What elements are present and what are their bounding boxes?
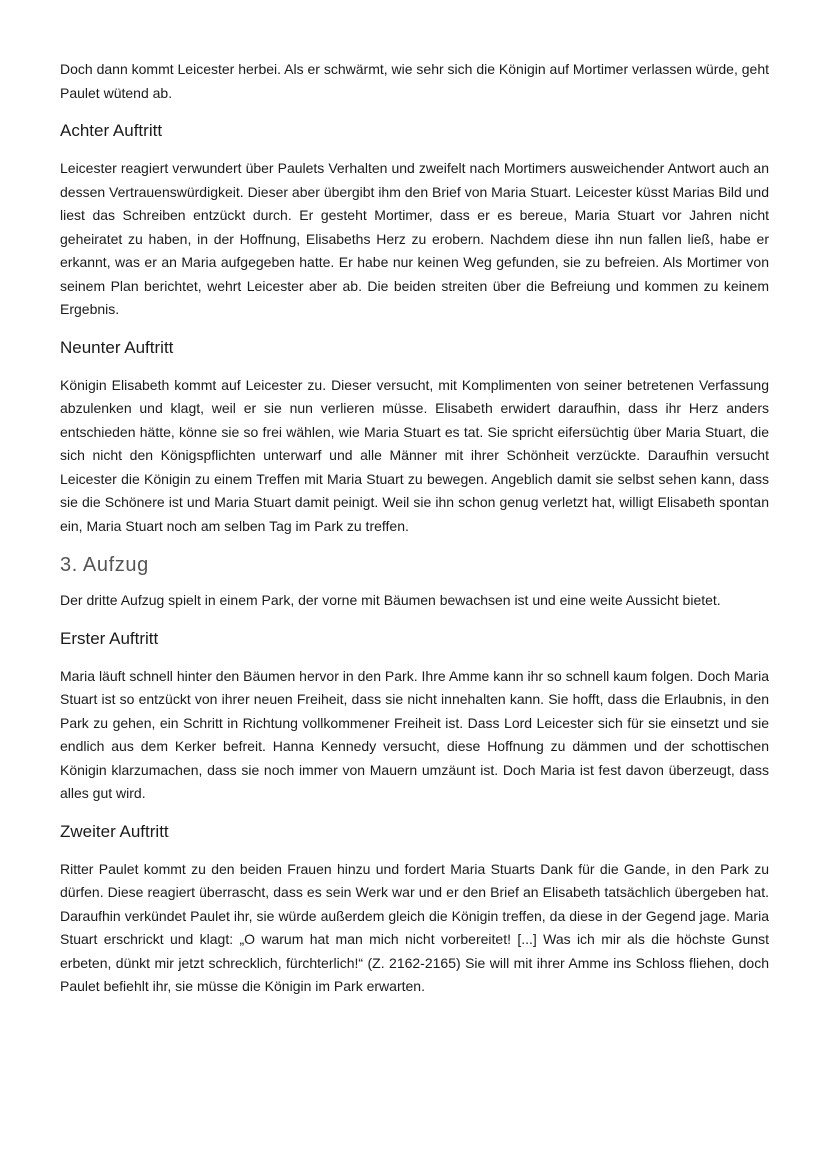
paragraph-neunter-auftritt: Königin Elisabeth kommt auf Leicester zu. Dieser versucht, mit Komplimenten von seiner betretenen Verfassung abzulenken und klagt, weil er sie nun verlieren müsse. Elisabeth erwidert daraufhin, dass ihr Herz anders entschieden hätte, könne sie so frei wählen, wie Maria Stuart es tat. Sie spricht eifersüchtig über Maria Stuart, die sich nicht den Königspflichten unterwarf und alle Männer mit ihrer Schönheit verzückte. Daraufhin versucht Leicester die Königin zu einem Treffen mit Maria Stuart zu bewegen. Angeblich damit sie selbst sehen kann, dass sie die Schönere ist und Maria Stuart damit peinigt. Weil sie ihn schon genug verletzt hat, willigt Elisabeth spontan ein, Maria Stuart noch am selben Tag im Park zu treffen. [60,376,769,534]
paragraph-achter-auftritt: Leicester reagiert verwundert über Paulets Verhalten und zweifelt nach Mortimers ausweichender Antwort auch an dessen Vertrauenswürdigkeit. Dieser aber übergibt ihm den Brief von Maria Stuart. Leicester küsst Marias Bild und liest das Schreiben entzückt durch. Er gesteht Mortimer, dass er es bereue, Maria Stuart vor Jahren nicht geheiratet zu haben, in der Hoffnung, Elisabeths Herz zu erobern. Nachdem diese ihn nun fallen ließ, habe er erkannt, was er an Maria aufgegeben hatte. Er habe nur keinen Weg gefunden, sie zu befreien. Als Mortimer von seinem Plan berichtet, wehrt Leicester aber ab. Die beiden streiten über die Befreiung und kommen zu keinem Ergebnis. [60,160,769,317]
heading-erster-auftritt: Erster Auftritt [60,628,159,648]
paragraph-zweiter-auftritt: Ritter Paulet kommt zu den beiden Frauen hinzu und fordert Maria Stuarts Dank für die Gande, in den Park zu dürfen. Diese reagiert überrascht, dass es sein Werk war und er den Brief an Elisabeth tatsächlich übergeben hat. Daraufhin verkündet Paulet ihr, sie würde außerdem gleich die Königin treffen, da diese in der Gegend jage. Maria Stuart erschrickt und klagt: „O warum hat man mich nicht vorbereitet! [...] Was ich mir als die höchste Gunst erbeten, dünkt mir jetzt schrecklich, fürchterlich!“ (Z. 2162-2165) Sie will mit ihrer Amme ins Schloss fliehen, doch Paulet befiehlt ihr, sie müsse die Königin im Park erwarten. [60,860,769,994]
document-page [60,58,769,999]
paragraph-3-aufzug: Der dritte Aufzug spielt in einem Park, der vorne mit Bäumen bewachsen ist und eine weite Aussicht bietet. [60,592,721,608]
heading-zweiter-auftritt: Zweiter Auftritt [60,821,169,841]
heading-neunter-auftritt: Neunter Auftritt [60,337,174,357]
heading-3-aufzug: 3. Aufzug [60,554,149,576]
paragraph-intro: Doch dann kommt Leicester herbei. Als er schwärmt, wie sehr sich die Königin auf Mortimer verlassen würde, geht Paulet wütend ab. [60,61,769,101]
paragraph-erster-auftritt: Maria läuft schnell hinter den Bäumen hervor in den Park. Ihre Amme kann ihr so schnell kaum folgen. Doch Maria Stuart ist so entzückt von ihrer neuen Freiheit, dass sie nicht innehalten kann. Sie hofft, dass die Erlaubnis, in den Park zu gehen, ein Schritt in Richtung vollkommener Freiheit ist. Dass Lord Leicester sich für sie einsetzt und sie endlich aus dem Kerker befreit. Hanna Kennedy versucht, diese Hoffnung zu dämmen und der schottischen Königin klarzumachen, dass sie noch immer von Mauern umzäunt ist. Doch Maria ist fest davon überzeugt, dass alles gut wird. [60,667,769,801]
heading-achter-auftritt: Achter Auftritt [60,121,163,140]
